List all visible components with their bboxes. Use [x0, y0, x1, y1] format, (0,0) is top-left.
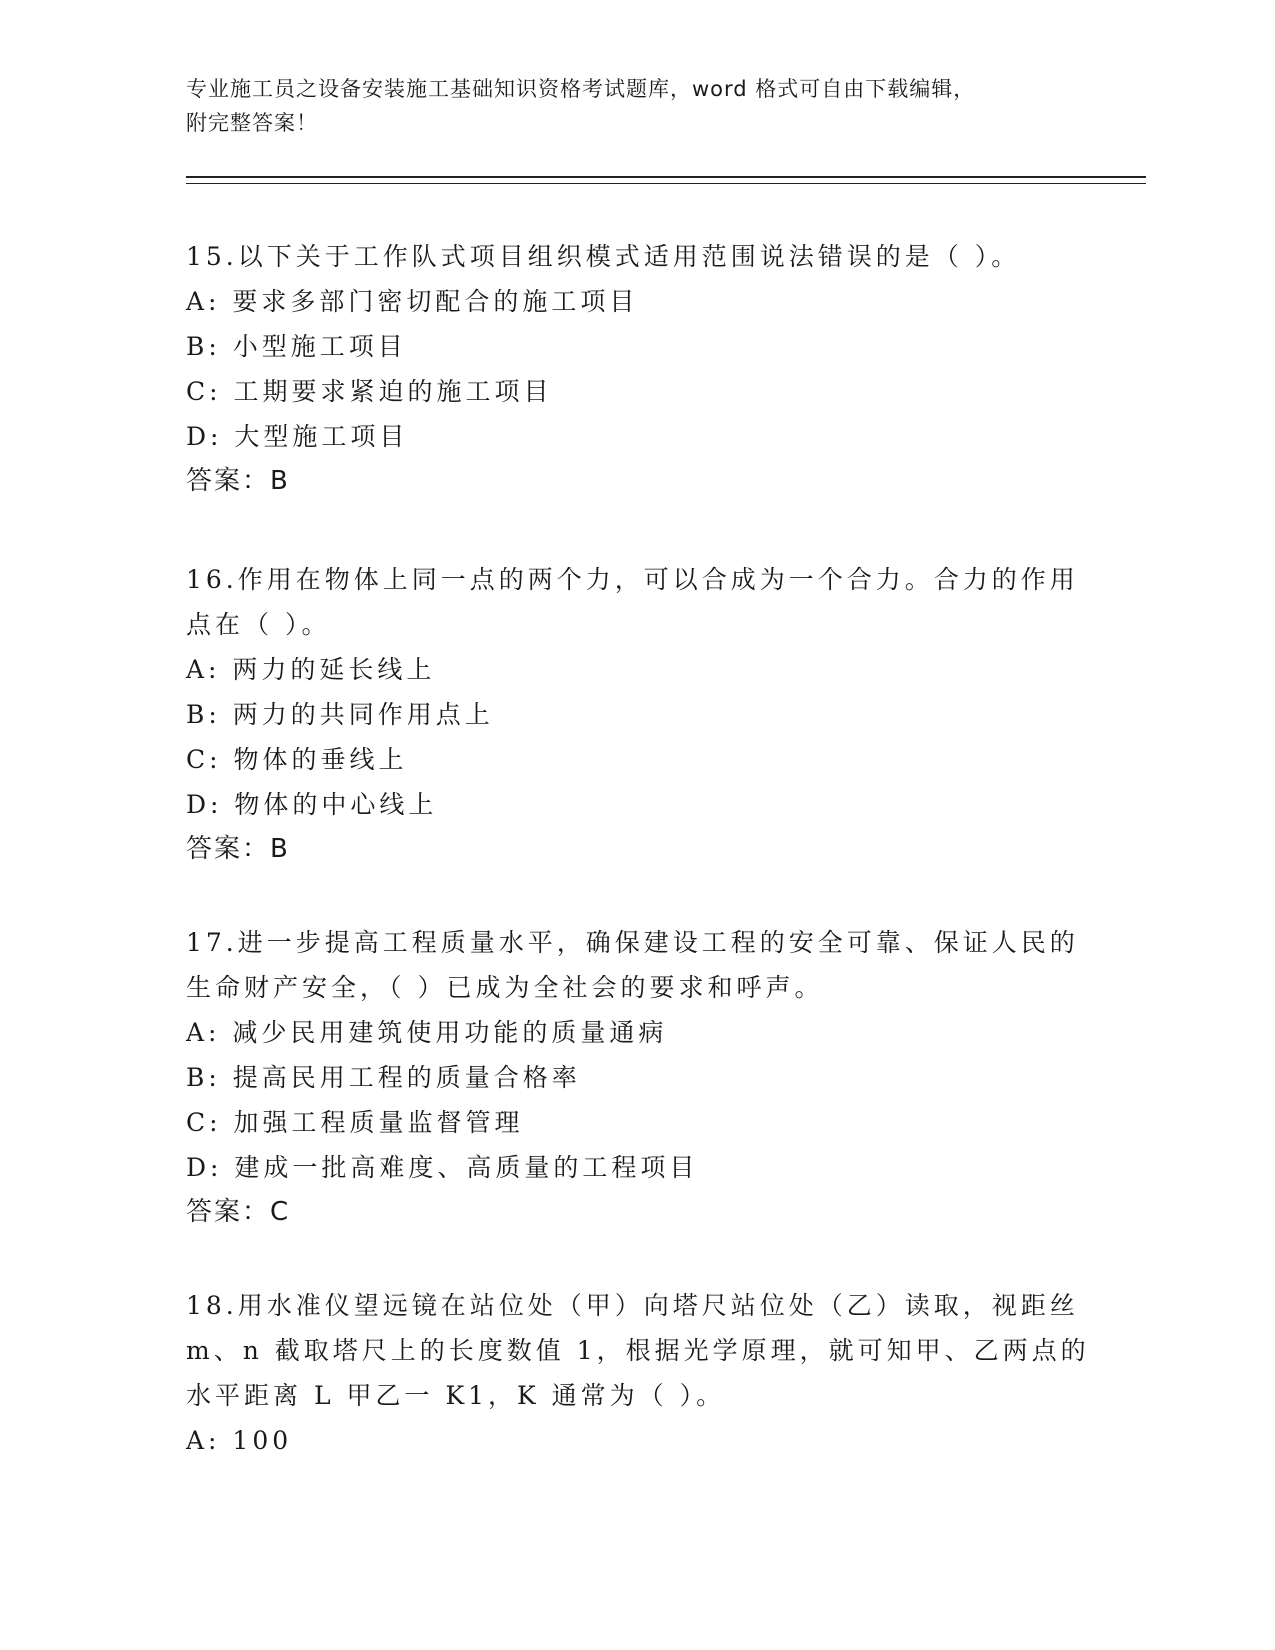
option-b: B: 小型施工项目	[186, 332, 407, 361]
option-c: C: 工期要求紧迫的施工项目	[186, 377, 553, 406]
answer: 答案：B	[186, 834, 290, 864]
option-c: C: 加强工程质量监督管理	[186, 1108, 524, 1137]
option-d: D: 大型施工项目	[186, 422, 409, 451]
question-15	[186, 234, 1066, 504]
document-header	[186, 72, 1086, 140]
question-stem: 17.进一步提高工程质量水平，确保建设工程的安全可靠、保证人民的	[186, 928, 1079, 957]
question-18	[186, 1283, 1090, 1463]
option-a: A: 100	[186, 1426, 293, 1455]
header-divider	[186, 176, 1146, 184]
option-b: B: 两力的共同作用点上	[186, 700, 494, 729]
header-line-2: 附完整答案！	[186, 111, 318, 135]
question-stem: 水平距离 L 甲乙一 K1，K 通常为（ ）。	[186, 1381, 726, 1410]
answer: 答案：C	[186, 1197, 291, 1227]
option-c: C: 物体的垂线上	[186, 745, 408, 774]
question-16	[186, 557, 1079, 872]
question-17	[186, 920, 1079, 1235]
option-a: A: 减少民用建筑使用功能的质量通病	[186, 1018, 668, 1047]
option-a: A: 要求多部门密切配合的施工项目	[186, 287, 639, 316]
option-d: D: 物体的中心线上	[186, 790, 438, 819]
option-d: D: 建成一批高难度、高质量的工程项目	[186, 1153, 699, 1182]
header-line-1: 专业施工员之设备安装施工基础知识资格考试题库，word 格式可自由下载编辑，	[186, 77, 976, 101]
question-stem: 16.作用在物体上同一点的两个力，可以合成为一个合力。合力的作用	[186, 565, 1079, 594]
question-stem: 18.用水准仪望远镜在站位处（甲）向塔尺站位处（乙）读取，视距丝	[186, 1291, 1079, 1320]
question-stem: 15.以下关于工作队式项目组织模式适用范围说法错误的是（ ）。	[186, 242, 1021, 271]
answer: 答案：B	[186, 466, 290, 496]
question-stem: 生命财产安全，（ ）已成为全社会的要求和呼声。	[186, 973, 824, 1002]
option-a: A: 两力的延长线上	[186, 655, 436, 684]
question-stem: 点在（ ）。	[186, 610, 331, 639]
question-stem: m、n 截取塔尺上的长度数值 1，根据光学原理，就可知甲、乙两点的	[186, 1336, 1090, 1365]
option-b: B: 提高民用工程的质量合格率	[186, 1063, 581, 1092]
